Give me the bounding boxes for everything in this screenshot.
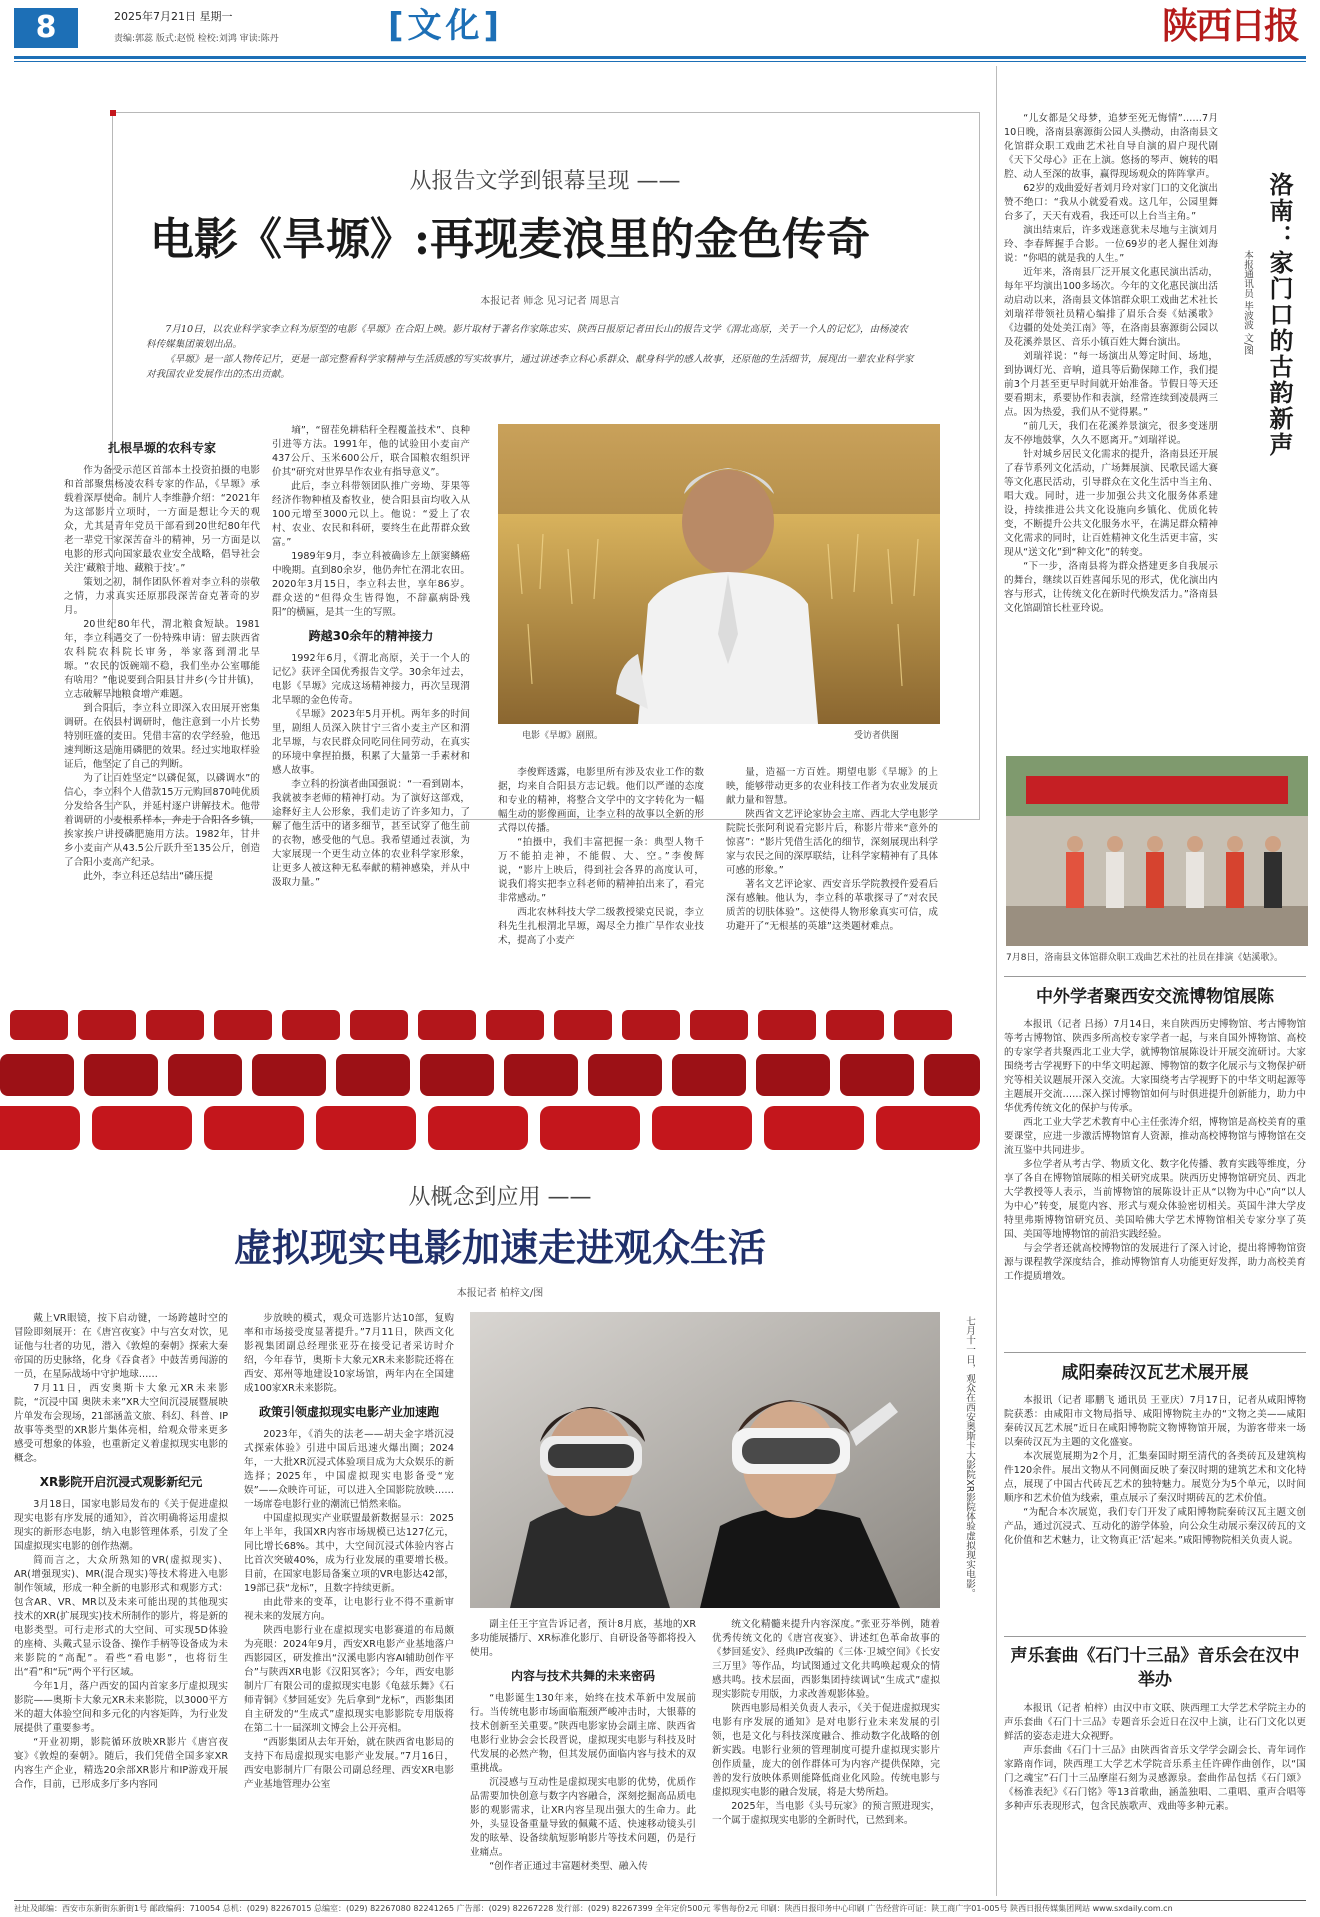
story1-col2-p1: 墒”，“留茬免耕秸秆全程覆盖技术”、良种引进等方法。1991年，他的试验田小麦亩产437公斤、玉米600公斤，联合国粮农组织评价其“研究对世界旱作农业有指导意义”。 [272, 425, 470, 478]
story1-col2-p4: 1992年6月，《渭北高原，关于一个人的记忆》获评全国优秀报告文学。30余年过去，电影《旱塬》完成这场精神接力，再次呈现渭北旱塬的金色传奇。 [272, 653, 470, 706]
story1-col2 [272, 424, 470, 1004]
story2-col3 [470, 1618, 696, 1892]
right-column-divider [996, 66, 997, 1896]
film-still-illustration [498, 424, 940, 724]
side3-title: 咸阳秦砖汉瓦艺术展开展 [1061, 1363, 1249, 1383]
story2-col3-p4: “创作者正通过丰富题材类型、融入传 [489, 1861, 648, 1872]
story2-col1 [14, 1312, 228, 1892]
side2-p1: 本报讯（记者 吕扬）7月14日，来自陕西历史博物馆、考古博物馆等考古博物馆、陕西多所高校专家学者一起，与来自国外博物馆、高校的专家学者共聚西北工业大学，就博物馆展陈设计开展交流研讨。大家围绕考古学视野下的中华文明起源、博物馆的数字化展示与文物保护研究等相关议题展开深入交流。大家围绕考古学视野下的中华文明起源等主题展开交流……深入探讨博物馆如何与时俱进提升创新能力，助力中华优秀传统文化的保护与传承。 [1004, 1019, 1306, 1114]
story1-col2-p5: 《旱塬》2023年5月开机。两年多的时间里，剧组人员深入陕甘宁三省小麦主产区和渭北旱塬，与农民群众同吃同住同劳动，在真实的环境中拿捏拍摄，积累了大量第一手素材和感人故事。 [272, 709, 470, 776]
story2-col2-p3: 中国虚拟现实产业联盟最新数据显示：2025年上半年，我国XR内容市场规模已达127亿元，同比增长68%。其中，大空间沉浸式体验内容占比首次突破40%，成为行业发展的重要增长极。目前，在国家电影局备案立项的VR电影达42部，19部已获“龙标”，且数字持续更新。 [244, 1513, 454, 1594]
story2-col1-p5: 今年1月，落户西安的国内首家多厅虚拟现实影院——奥斯卡大象元XR未来影院，以3000平方米的超大体验空间和多元化的内容矩阵，为行业发展提供了重要参考。 [14, 1681, 228, 1734]
story1-lead-p1: 7月10日，以农业科学家李立科为原型的电影《旱塬》在合阳上映。影片取材于著名作家陈忠实、陕西日报原记者田长山的报告文学《渭北高原，关于一个人的记忆》，由杨凌农科传媒集团策划出品。 [146, 324, 908, 350]
opera-photo-caption: 7月8日，洛南县文体馆群众职工戏曲艺术社的社员在排演《姑溪歌》。 [1006, 953, 1283, 963]
story1-lead-p2: 《旱塬》是一部人物传记片，更是一部完整看科学家精神与生活质感的写实故事片，通过讲述李立科心系群众、献身科学的感人故事，还原他的生活细节，展现出一辈农业科学家对我国农业发展作出的杰出贡献。 [146, 354, 914, 380]
opera-photo-illustration [1006, 756, 1308, 946]
side4-p1: 本报讯（记者 柏梓）由汉中市文联、陕西理工大学艺术学院主办的声乐套曲《石门十三品》专题音乐会近日在汉中上演，让石门文化以更鲜活的姿态走进大众视野。 [1004, 1703, 1306, 1742]
story2-col4-p1: 统文化精髓来提升内容深度。”张亚芬举例，随着优秀传统文化的《唐宫夜宴》、讲述红色革命故事的《梦回延安》、经典IP改编的《三体·卫城空间》《长安三万里》等作品，均试图通过文化共鸣唤起观众的情感共鸣。技术层面，西影集团持续调试“生成式”虚拟现实影院专用版，力求改善观影体验。 [712, 1619, 940, 1700]
vr-photo-caption: 七月十一日，观众在西安奥斯卡大影院XR影院体验虚拟现实电影。 [964, 1316, 975, 1599]
side2-text [1004, 1018, 1306, 1342]
story1-col1-p4: 到合阳后，李立科立即深入农田展开密集调研。在依县村调研时，他注意到一小片长势特别旺盛的麦田。凭借丰富的农学经验，他迅速判断这是施用磷肥的效果。经过实地取样验证后，他坚定了自己的判断。 [64, 703, 260, 770]
side2-p3: 多位学者从考古学、物质文化、数字化传播、教育实践等维度，分享了各自在博物馆展陈的相关研究成果。陕西历史博物馆研究员、西北大学教授等人表示，当前博物馆的展陈设计正从“以物为中心”向“以人为中心”转变，展览内容、形式与观众体验密切相关。英国牛津大学皮特里弗斯博物馆研究员、美国哈佛大学艺术博物馆相关专家分享了英国、美国等地博物馆的前沿实践经验。 [1004, 1159, 1306, 1240]
story2-col4 [712, 1618, 940, 1892]
story2-col2-p6: “西影集团从去年开始，就在陕西省电影局的支持下布局虚拟现实电影产业发展。”7月16日，西安电影制片厂有限公司副总经理、西安XR电影产业基地管理办公室 [244, 1737, 454, 1790]
page-number: 8 [14, 8, 78, 48]
story1-headline: 电影《旱塬》:再现麦浪里的金色传奇 [149, 214, 871, 265]
story1-subhead2: 跨越30余年的精神接力 [308, 629, 434, 643]
story1-kicker: 从报告文学到银幕呈现 —— [409, 169, 681, 194]
story1-box-accent [110, 110, 116, 116]
theater-seats-decoration [0, 1000, 980, 1150]
side4-title: 声乐套曲《石门十三品》音乐会在汉中举办 [1010, 1646, 1300, 1690]
story1-col1-p3: 20世纪80年代，渭北粮食短缺。1981年，李立科遇交了一份特殊申请：留去陕西省农科院农科院长审务，举家落到渭北旱塬。“农民的饭碗端不稳，我们坐办公室哪能有啥用？”他说要到合阳县甘井乡(今甘井镇)，立志破解旱地粮食增产难题。 [64, 619, 260, 700]
paper-logo: 陕西日报 [1161, 5, 1298, 47]
story2-col3-p3: 沉浸感与互动性是虚拟现实电影的优势，优质作品需要加快创意与数字内容融合，深刻挖掘高品质电影的观影需求，让XR内容呈现出强大的生命力。此外，头显设备重量导致的佩戴不适、快速移动镜头引发的眩晕、设备续航短影响影片等技术问题，仍是行业痛点。 [470, 1777, 696, 1858]
story1-byline: 本报记者 师念 见习记者 周思言 [480, 296, 620, 307]
story2-kicker: 从概念到应用 —— [408, 1185, 592, 1210]
side1-p8: “下一步，洛南县将为群众搭建更多自我展示的舞台，继续以百姓喜闻乐见的形式，优化演出内容与形式，让传统文化在新时代焕发活力。”洛南县文化馆副馆长杜亚玲说。 [1004, 561, 1218, 614]
footer: 社址及邮编：西安市东新街东新街1号 邮政编码：710054 总机：(029) 82267015 总编室：(029) 82267080 82241265 广告部：(029) 82267228 发行部：(029) 82267399 全年定价500元 零售每份2元 印刷：陕西日报印务中心印刷 广告经营许可证：陕工商广字01-005号 陕西日报传媒集团网站 www.sxdaily.com.cn [14, 1900, 1306, 1914]
vr-photo-illustration [470, 1312, 940, 1608]
side-divider-3 [1004, 1636, 1306, 1637]
story2-col2-p1: 步放映的模式，观众可选影片达10部，复购率和市场接受度显著提升。”7月11日，陕西文化影视集团副总经理张亚芬在接受记者采访时介绍，今年春节，奥斯卡大象元XR未来影院还将在西安、郑州等地建设10家场馆，两年内在全国建成100家XR未来影院。 [244, 1313, 454, 1394]
side2-p4: 与会学者还就高校博物馆的发展进行了深入讨论，提出将博物馆资源与课程教学深度结合，推动博物馆育人功能更好发挥，助力高校美育工作提质增效。 [1004, 1243, 1306, 1282]
story2-col4-p3: 2025年，当电影《头号玩家》的预言照进现实，一个属于虚拟现实电影的全新时代，已然到来。 [712, 1801, 940, 1826]
story1-subhead1: 扎根旱塬的农科专家 [107, 441, 216, 455]
story1-col2-p2: 此后，李立科带领团队推广旁坳、芽果等经济作物种植及畜牧业，使合阳县亩均收入从100元增至3000元以上。他说：“爱上了农村、农业、农民和科研，要终生在此帮群众致富。” [272, 481, 470, 548]
story1-col3-p1: 李俊辉透露，电影里所有涉及农业工作的数据，均来自合阳县方志记载。他们以严谨的态度和专业的精神，将整合文学中的文字转化为一幅幅生动的影像画面，让李立科的故事以全新的形式得以传播。 [498, 767, 704, 834]
side1-byline: 本报通讯员 毕波波 文/图 [1242, 250, 1253, 356]
film-still-credit: 受访者供图 [854, 731, 900, 741]
story1-col3-p2: “拍摄中，我们丰富把握一条：典型人物千万不能拍走神，不能假、大、空。”李俊辉说，“影片上映后，得到社会各界的高度认可，说我们将实把李立科老师的精神拍出来了，看完非常感动。” [498, 837, 704, 904]
side1-title: 洛南：家门口的古韵新声 [1265, 172, 1293, 458]
story2-col2 [244, 1312, 454, 1892]
section-tag: [文化] [388, 6, 504, 46]
story1-col4 [726, 766, 938, 988]
side4-p2: 声乐套曲《石门十三品》由陕西省音乐文学学会副会长、青年词作家路南作词，陕西理工大学艺术学院音乐系主任许碑作曲创作，以“国门之魂宝”石门十三品摩崖石刻为灵感源泉。套曲作品包括《石门颂》《杨淮表纪》《石门铭》等13首歌曲，涵盖独唱、二重唱、重声合唱等多种声乐表现形式，包含民族歌声、戏曲等多种元素。 [1004, 1745, 1306, 1812]
side1-p5: 刘瑞祥说：“每一场演出从筹定时间、场地，到协调灯光、音响，道具等后勤保障工作，我们提前3个月甚至更早时间就开始准备。节假日等天还要看期末，系要协作和表演，经常连续到凌晨两三点。因为热爱，我们从不觉得累。” [1004, 351, 1218, 418]
story2-col4-p2: 陕西电影局相关负责人表示，《关于促进虚拟现实电影有序发展的通知》是对电影行业未来发展的引领，也是文化与科技深度融合、推动数字化战略的创新实践。电影行业须的管理制度可提升虚拟现实影片创作质量，庞大的创作群体可为内容产提供保障，完善的发行放映体系则能降低商业化风险。传统电影与虚拟现实电影的融合发展，将是大势所趋。 [712, 1703, 940, 1798]
film-still-photo [498, 424, 940, 724]
side2-p2: 西北工业大学艺术教育中心主任张涛介绍，博物馆是高校美育的重要课堂，应进一步激活博物馆育人资源，推动高校博物馆与博物馆在交流互鉴中共同进步。 [1004, 1117, 1306, 1156]
side1-p7: 针对城乡居民文化需求的提升，洛南县还开展了春节系列文化活动，广场舞展演、民歌民谣大赛等文化惠民活动，引导群众在文化生活中当主角、唱大戏。同时，进一步加强公共文化服务体系建设，持续推进公共文化设施向乡镇化、优质化转变，不断提升公共文化服务水平，在满足群众精神文化需求的同时，让百姓精神文化生活更丰富，实现从“送文化”到“种文化”的转变。 [1004, 449, 1218, 558]
side-divider-1 [1004, 976, 1306, 977]
story2-subhead1: XR影院开启沉浸式观影新纪元 [39, 1475, 203, 1489]
side3-p3: “为配合本次展览，我们专门开发了咸阳博物院秦砖汉瓦主题文创产品，通过沉浸式、互动化的游学体验，向公众生动展示秦汉砖瓦的文化价值和艺术魅力，让文物真正‘活’起来。”咸阳博物院相关负责人说。 [1004, 1507, 1306, 1546]
side1-p1: “儿女都是父母梦，追梦至死无悔情”……7月10日晚，洛南县寨源街公园人头攒动，由洛南县文化馆群众职工戏曲艺术社自导自演的眉户现代剧《天下父母心》正在上演。悠扬的琴声、婉转的唱腔、动人至深的故事，赢得现场观众的阵阵掌声。 [1004, 113, 1218, 180]
story1-col4-p2: 陕西省文艺评论家协会主席、西北大学电影学院院长张阿利说看完影片后，称影片带来“意外的惊喜”：“影片凭借生活化的细节，深刻展现出科学家与农民之间的深厚联结，让科学家精神有了具体可感的形象。” [726, 809, 938, 876]
story1-col1-p6: 此外，李立科还总结出“磷压提 [83, 871, 213, 882]
side-divider-2 [1004, 1352, 1306, 1353]
story1-col1 [64, 432, 260, 990]
story2-col2-p2: 2023年，《消失的法老——胡夫金字塔沉浸式探索体验》引进中国后迅速火爆出圈；2024年，一大批XR沉浸式体验项目成为大众娱乐的新选择；2025年，中国虚拟现实电影备受“宠娱”——众映许可证，可以进入全国影院放映……一场席卷电影行业的潮流已悄然来临。 [244, 1429, 454, 1510]
story1-lead [146, 322, 914, 422]
story2-col3-p1: 副主任王宇宣告诉记者，预计8月底，基地的XR多功能展播厅、XR标准化影厅、自研设备等都将投入使用。 [470, 1619, 696, 1658]
side1-p4: 近年来，洛南县厂泛开展文化惠民演出活动，每年平均演出100多场次。今年的文化惠民演出活动启动以来，洛南县文体馆群众职工戏曲艺术社长刘瑞祥带领社员精心编排了眉乐合奏《姑溪歌》《边疆的处处美江南》等，在洛南县寨源街公园以及花溪养景区、音乐小镇百姓大舞台演出。 [1004, 267, 1218, 348]
story2-subhead2: 政策引领虚拟现实电影产业加速跑 [258, 1405, 439, 1419]
story2-subhead3: 内容与技术共舞的未来密码 [510, 1669, 655, 1683]
masthead-rule-thin [14, 61, 1306, 62]
side1-p6: “前几天，我们在花溪养景演完，很多变迷朋友不停地鼓掌，久久不愿离开。”刘瑞祥说。 [1004, 421, 1218, 446]
story2-col3-p2: “电影诞生130年来，始终在技术革新中发展前行。当传统电影市场面临瓶颈严峻冲击时，大银幕的技术创新至关重要。”陕西电影家协会副主席、陕西省电影行业协会会长段晋说，虚拟现实电影与科技及时代发展的必然产物，但其发展仍面临内容与技术的双重挑战。 [470, 1693, 696, 1774]
story1-col3-p3: 西北农林科技大学二级教授梁克民说，李立科先生扎根渭北旱塬，竭尽全力推广旱作农业技术，提高了小麦产 [498, 907, 704, 946]
staff-line: 责编:郭蕊 版式:赵悦 检校:刘鸿 审读:陈丹 [114, 34, 279, 44]
vr-photo [470, 1312, 940, 1608]
story1-col4-p1: 量，造福一方百姓。期望电影《旱塬》的上映，能够带动更多的农业科技工作者为农业发展贡献力量和智慧。 [726, 767, 938, 806]
date-line: 2025年7月21日 星期一 [114, 10, 233, 23]
story1-col3 [498, 766, 704, 988]
story1-col1-p5: 为了让百姓坚定“以磷促氮，以磷调水”的信心，李立科个人借款15万元购回870吨优质分发给各生产队，并延村逐户讲解技术。他带着调研的小麦根系样本，奔走于合阳各乡镇，挨家挨户讲授磷肥施用方法。1982年，甘井乡小麦亩产从43.5公斤跃升至135公斤，创造了合阳小麦高产纪录。 [64, 773, 260, 868]
film-still-caption: 电影《旱塬》剧照。 [522, 731, 604, 741]
side3-p1: 本报讯（记者 耶鹏飞 通讯员 王亚庆）7月17日，记者从咸阳博物院获悉：由咸阳市文物局指导、咸阳博物院主办的“文物之美——咸阳秦砖汉瓦艺术展”近日在咸阳博物院文物博物馆开展，为游客带来一场以秦砖汉瓦为主题的文化盛宴。 [1004, 1395, 1306, 1448]
side4-text [1004, 1702, 1306, 1894]
story2-headline: 虚拟现实电影加速走进观众生活 [233, 1226, 766, 1270]
story2-col1-p4: 简而言之，大众所熟知的VR(虚拟现实)、AR(增强现实)、MR(混合现实)等技术将进入电影制作领域，形成一种全新的电影形式和观影方式：包含AR、VR、MR以及未来可能出现的其他现实技术的XR(扩展现实)技术所制作的影片，将是新的电影类型。可行走形式的大空间、可实现5D体验的座椅、头戴式显示设备、操作手柄等设备成为未来影院的“高配”。看些“看电影”，也将衍生出“看”和“玩”两个平行区域。 [14, 1555, 228, 1678]
opera-photo [1006, 756, 1308, 946]
story2-col2-p4: 由此带来的变革，让电影行业不得不重新审视未来的发展方向。 [244, 1597, 454, 1622]
story2-byline: 本报记者 柏梓文/图 [456, 1288, 544, 1299]
story2-col2-p5: 陕西电影行业在虚拟现实电影赛道的布局颇为亮眼：2024年9月，西安XR电影产业基地落户西影园区，研发推出“汉溪电影内容AI辅助创作平台”与陕西XR电影《汉阳冥客》；今年，西安电影制片厂有限公司的虚拟现实电影《龟兹乐舞》《石师青铜》《梦回延安》先后拿到“龙标”，西影集团自主研发的“生成式”虚拟现实电影影院专用版将在第二十一届深圳文博会上公开亮相。 [244, 1625, 454, 1734]
theater-seats-illustration [0, 1000, 980, 1150]
story1-col2-p6: 李立科的扮演者曲国强说：“一看到剧本，我就被李老师的精神打动。为了演好这部戏，途释好主人公形象，我们走访了许多知力，了解了他生活中的诸多细节，甚至试穿了他生前的衣物，感受他的气息。我希望通过表演，为大家展现一个更生动立体的农业科学家形象，让更多人被这种无私奉献的精神感染，并从中汲取力量。” [272, 779, 470, 888]
story2-col1-p1: 戴上VR眼镜，按下启动键，一场跨越时空的冒险即刻展开：在《唐宫夜宴》中与宫女对饮，见证他与壮者的功见，潜入《敦煌的秦朝》探索大秦帝国的历史脉络，化身《吞食者》中鼓苦勇闯游的一员，在星际战场中守护地球…… [14, 1313, 228, 1380]
side3-p2: 本次展览展期为2个月，汇集秦国时期至清代的各类砖瓦及建筑构件120余件。展出文物从不同侧面反映了秦汉时期的建筑艺术和文化特点，展现了中国古代砖瓦艺术的独特魅力。展览分为5个单元，以时间顺序和艺术价值为线索，重点展示了秦汉时期砖瓦的艺术价值。 [1004, 1451, 1306, 1504]
story1-col1-p1: 作为备受示范区首部本土投资拍摄的电影和首部聚焦杨凌农科专家的作品，《旱塬》承载着深厚使命。制片人李维静介绍：“2021年为这部影片立项时，一方面是想让今天的观众，尤其是青年党员干部看到20世纪80年代老一辈党干家深苦奋斗的精神，另一方面是以电影的形式向国家最农业安全战略，倡导社会关注‘藏粮于地、藏粮于技’。” [64, 465, 260, 574]
masthead-rule [14, 56, 1306, 59]
story1-col4-p3: 著名文艺评论家、西安音乐学院教授仵爱看后深有感触。他认为，李立科的革歌探寻了“对农民质苦的切肤体验”。这使得人物形象真实可信，成功避开了“无根基的英雄”这类题材难点。 [726, 879, 938, 932]
side1-p2: 62岁的戏曲爱好者刘月玲对家门口的文化演出赞不绝口：“我从小就爱看戏。这几年，公园里舞台多了，天天有戏看，我还可以上台当主角。” [1004, 183, 1218, 222]
story1-col1-p2: 策划之初，制作团队怀着对李立科的崇敬之情，力求真实还原那段深苦奋克著奇的岁月。 [64, 577, 260, 616]
story1-col2-p3: 1989年9月，李立科被确诊左上颌窦鳞癌中晚期。直到80余岁，他仍奔忙在渭北农田。2020年3月15日，李立科去世，享年86岁。群众送的“但得众生皆得饱，不辞羸病卧残阳”的横匾，是其一生的写照。 [272, 551, 470, 618]
side1-p3: 演出结束后，许多戏迷意犹未尽地与主演刘月玲、李春辉握手合影。一位69岁的老人握住刘海说：“你唱的就是我的人生。” [1004, 225, 1218, 264]
side2-title: 中外学者聚西安交流博物馆展陈 [1036, 987, 1274, 1007]
side1-text [1004, 112, 1218, 732]
story2-col1-p6: “开业初期，影院循环放映XR影片《唐宫夜宴》《敦煌的秦朝》。随后，我们凭借全国多家XR内容生产企业，精选20余部XR影片和IP游戏开展合作，目前，已形成多厅多内容同 [14, 1737, 228, 1790]
story2-col1-p3: 3月18日，国家电影局发布的《关于促进虚拟现实电影有序发展的通知》，首次明确将运用虚拟现实的新形态电影，纳入电影管理体系，引发了全国虚拟现实电影的创作热潮。 [14, 1499, 228, 1552]
side3-text [1004, 1394, 1306, 1618]
story2-col1-p2: 7月11日，西安奥斯卡大象元XR未来影院，“沉浸中国 奥陕未来”XR大空间沉浸展暨展映片单发布会现场，21部涵盖文旅、科幻、科普、IP故事等类型的XR影片集体亮相，给观众带来更多感受可想象的体验，也重新定义着虚拟现实电影的概念。 [14, 1383, 228, 1464]
